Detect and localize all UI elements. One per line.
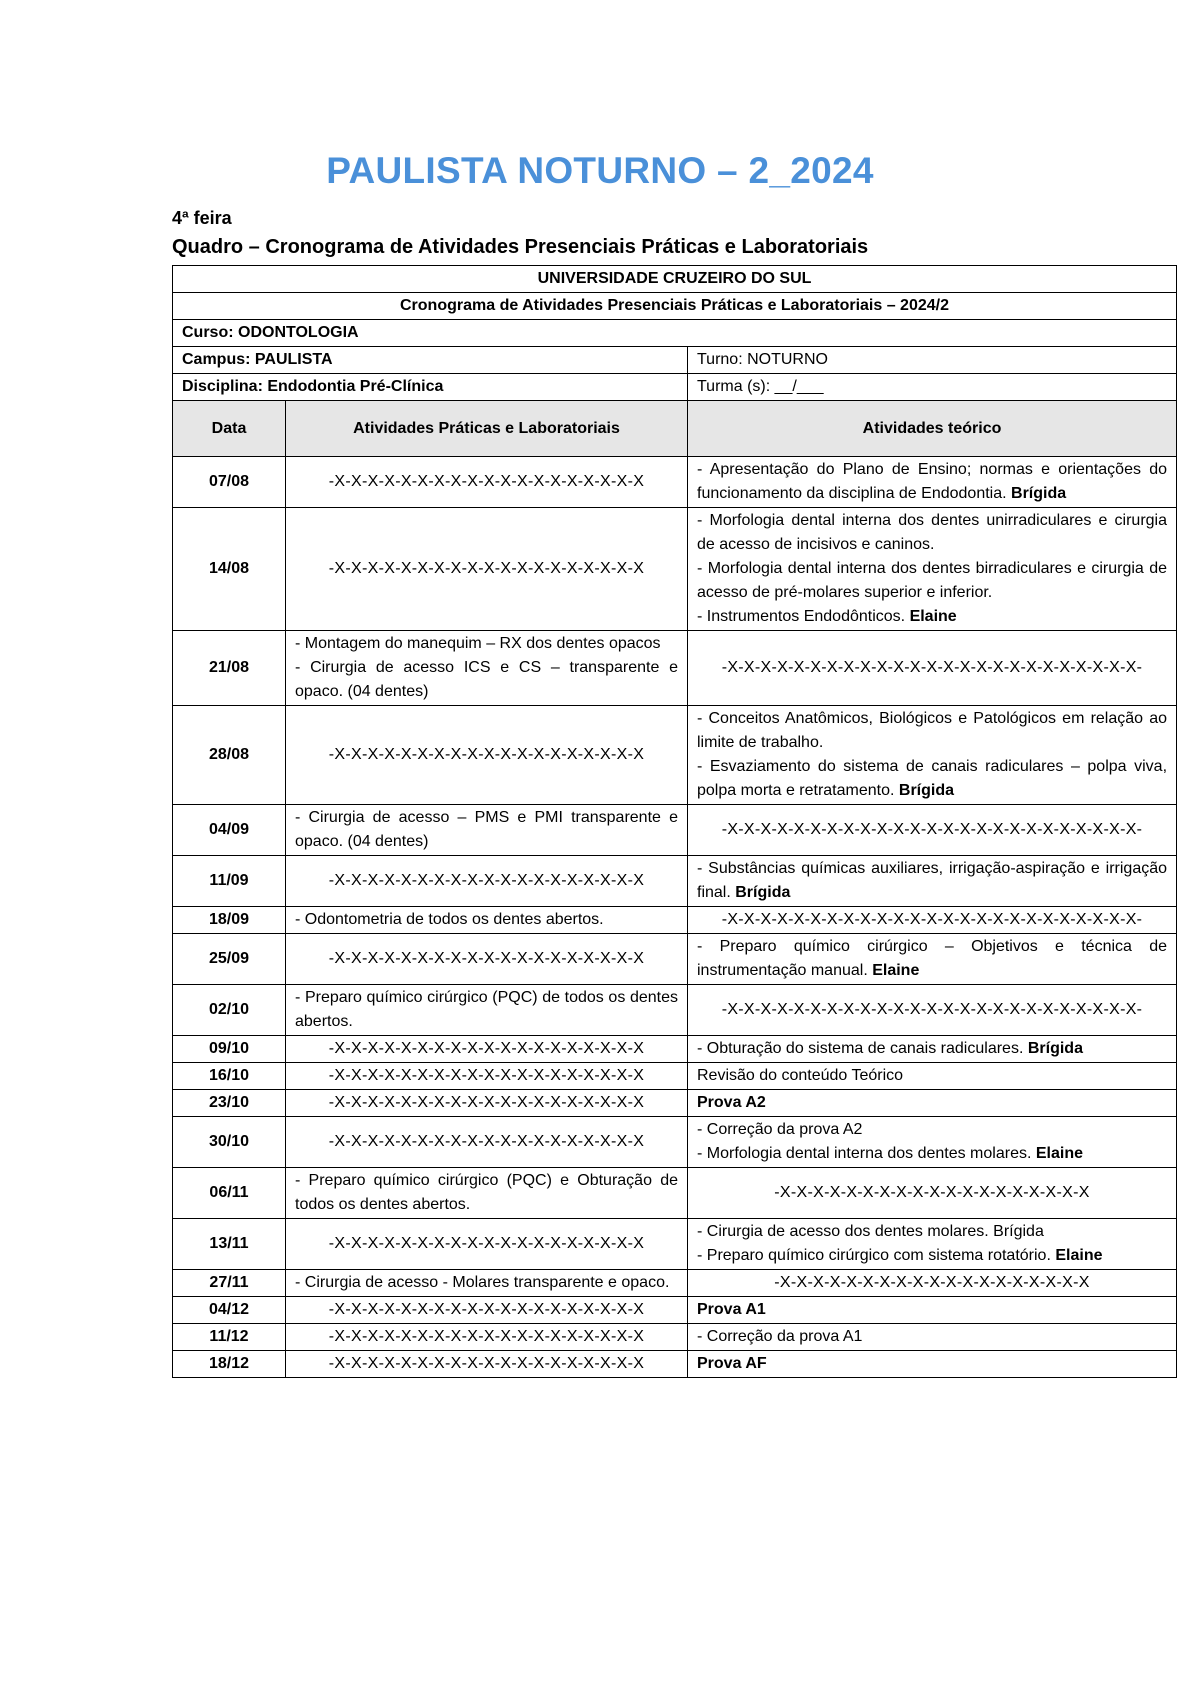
row-pratica xyxy=(286,907,688,934)
pratica-line: -X-X-X-X-X-X-X-X-X-X-X-X-X-X-X-X-X-X-X xyxy=(328,1133,645,1150)
row-pratica xyxy=(286,706,688,805)
row-teorico xyxy=(688,907,1177,934)
row-teorico xyxy=(688,1351,1177,1378)
instructor-name: Elaine xyxy=(1035,1145,1083,1162)
table-row xyxy=(173,856,1177,907)
pratica-line: -X-X-X-X-X-X-X-X-X-X-X-X-X-X-X-X-X-X-X xyxy=(328,473,645,490)
teorico-line: -X-X-X-X-X-X-X-X-X-X-X-X-X-X-X-X-X-X-X-X-X-X-X-X-X- xyxy=(721,1001,1143,1018)
teorico-line: - Conceitos Anatômicos, Biológicos e Patológicos em relação ao limite de trabalho. xyxy=(697,710,1168,751)
pratica-line: -X-X-X-X-X-X-X-X-X-X-X-X-X-X-X-X-X-X-X xyxy=(328,1067,645,1084)
curso-row xyxy=(173,320,1177,347)
pratica-line: - Montagem do manequim – RX dos dentes opacos xyxy=(295,635,661,652)
table-row xyxy=(173,1219,1177,1270)
teorico-line: - Instrumentos Endodônticos. xyxy=(697,608,906,625)
row-pratica xyxy=(286,457,688,508)
row-date: 27/11 xyxy=(173,1270,286,1297)
teorico-line: - Preparo químico cirúrgico – Objetivos e técnica de instrumentação manual. xyxy=(697,938,1168,979)
pratica-line: - Odontometria de todos os dentes abertos. xyxy=(295,911,604,928)
teorico-line: - Obturação do sistema de canais radiculares. xyxy=(697,1040,1024,1057)
row-teorico xyxy=(688,1090,1177,1117)
pratica-line: -X-X-X-X-X-X-X-X-X-X-X-X-X-X-X-X-X-X-X xyxy=(328,1328,645,1345)
subtitle-row xyxy=(173,293,1177,320)
instructor-name: Brígida xyxy=(1027,1040,1083,1057)
header-praticas: Atividades Práticas e Laboratoriais xyxy=(286,401,688,457)
pratica-line: - Preparo químico cirúrgico (PQC) e Obturação de todos os dentes abertos. xyxy=(295,1172,678,1213)
table-row xyxy=(173,1351,1177,1378)
table-row xyxy=(173,1270,1177,1297)
row-teorico xyxy=(688,1270,1177,1297)
row-teorico xyxy=(688,1219,1177,1270)
table-row xyxy=(173,1090,1177,1117)
disciplina-field: Disciplina: Endodontia Pré-Clínica xyxy=(173,374,688,401)
instructor-name: Brígida xyxy=(735,884,791,901)
row-teorico xyxy=(688,1324,1177,1351)
row-teorico xyxy=(688,1168,1177,1219)
table-row xyxy=(173,985,1177,1036)
row-pratica xyxy=(286,1090,688,1117)
curso-field: Curso: ODONTOLOGIA xyxy=(173,320,1177,347)
row-date: 04/09 xyxy=(173,805,286,856)
instructor-name: Prova A1 xyxy=(697,1301,766,1318)
table-row xyxy=(173,508,1177,631)
teorico-line: -X-X-X-X-X-X-X-X-X-X-X-X-X-X-X-X-X-X-X xyxy=(774,1274,1090,1291)
row-date: 06/11 xyxy=(173,1168,286,1219)
schedule-table xyxy=(172,265,1177,1378)
row-pratica xyxy=(286,856,688,907)
row-teorico xyxy=(688,1036,1177,1063)
weekday-label: 4ª feira xyxy=(172,208,232,228)
row-teorico xyxy=(688,1117,1177,1168)
instructor-name: Prova AF xyxy=(697,1355,767,1372)
row-pratica xyxy=(286,934,688,985)
teorico-line: - Cirurgia de acesso dos dentes molares. Brígida xyxy=(697,1223,1044,1240)
instructor-name: Elaine xyxy=(909,608,957,625)
table-row xyxy=(173,1297,1177,1324)
table-row xyxy=(173,457,1177,508)
row-teorico xyxy=(688,1063,1177,1090)
row-pratica xyxy=(286,1036,688,1063)
teorico-line: - Preparo químico cirúrgico com sistema rotatório. xyxy=(697,1247,1051,1264)
schedule-subtitle: Cronograma de Atividades Presenciais Práticas e Laboratoriais – 2024/2 xyxy=(173,293,1177,320)
row-date: 25/09 xyxy=(173,934,286,985)
row-date: 09/10 xyxy=(173,1036,286,1063)
campus-row xyxy=(173,347,1177,374)
turma-field: Turma (s): __/___ xyxy=(688,374,1177,401)
row-pratica xyxy=(286,631,688,706)
row-pratica xyxy=(286,1168,688,1219)
pratica-line: -X-X-X-X-X-X-X-X-X-X-X-X-X-X-X-X-X-X-X xyxy=(328,1094,645,1111)
teorico-line: - Morfologia dental interna dos dentes molares. xyxy=(697,1145,1032,1162)
table-row xyxy=(173,934,1177,985)
turno-field: Turno: NOTURNO xyxy=(688,347,1177,374)
row-date: 18/12 xyxy=(173,1351,286,1378)
column-header-row xyxy=(173,401,1177,457)
pratica-line: -X-X-X-X-X-X-X-X-X-X-X-X-X-X-X-X-X-X-X xyxy=(328,1301,645,1318)
row-pratica xyxy=(286,1324,688,1351)
pratica-line: -X-X-X-X-X-X-X-X-X-X-X-X-X-X-X-X-X-X-X xyxy=(328,872,645,889)
instructor-name: Brígida xyxy=(898,782,955,799)
table-row xyxy=(173,1036,1177,1063)
table-row xyxy=(173,1324,1177,1351)
teorico-line: -X-X-X-X-X-X-X-X-X-X-X-X-X-X-X-X-X-X-X-X-X-X-X-X-X- xyxy=(721,821,1143,838)
table-row xyxy=(173,706,1177,805)
row-date: 07/08 xyxy=(173,457,286,508)
pratica-line: -X-X-X-X-X-X-X-X-X-X-X-X-X-X-X-X-X-X-X xyxy=(328,1040,645,1057)
row-pratica xyxy=(286,1219,688,1270)
row-teorico xyxy=(688,934,1177,985)
teorico-line: - Substâncias químicas auxiliares, irrigação-aspiração e irrigação final. xyxy=(697,860,1168,901)
table-row xyxy=(173,1117,1177,1168)
row-teorico xyxy=(688,985,1177,1036)
row-date: 14/08 xyxy=(173,508,286,631)
pratica-line: -X-X-X-X-X-X-X-X-X-X-X-X-X-X-X-X-X-X-X xyxy=(328,1235,645,1252)
row-date: 21/08 xyxy=(173,631,286,706)
teorico-line: - Correção da prova A1 xyxy=(697,1328,863,1345)
row-date: 23/10 xyxy=(173,1090,286,1117)
table-row xyxy=(173,1063,1177,1090)
teorico-line: Revisão do conteúdo Teórico xyxy=(697,1067,904,1084)
instructor-name: Elaine xyxy=(872,962,920,979)
instructor-name: Brígida xyxy=(1011,485,1067,502)
page-title: PAULISTA NOTURNO – 2_2024 xyxy=(326,150,874,191)
table-caption: Quadro – Cronograma de Atividades Presenciais Práticas e Laboratoriais xyxy=(172,236,869,258)
campus-field: Campus: PAULISTA xyxy=(173,347,688,374)
pratica-line: -X-X-X-X-X-X-X-X-X-X-X-X-X-X-X-X-X-X-X xyxy=(328,746,645,763)
row-date: 16/10 xyxy=(173,1063,286,1090)
table-row xyxy=(173,631,1177,706)
row-pratica xyxy=(286,1270,688,1297)
row-date: 28/08 xyxy=(173,706,286,805)
row-teorico xyxy=(688,706,1177,805)
pratica-line: -X-X-X-X-X-X-X-X-X-X-X-X-X-X-X-X-X-X-X xyxy=(328,950,645,967)
teorico-line: -X-X-X-X-X-X-X-X-X-X-X-X-X-X-X-X-X-X-X-X-X-X-X-X-X- xyxy=(721,911,1143,928)
instructor-name: Prova A2 xyxy=(697,1094,766,1111)
university-name: UNIVERSIDADE CRUZEIRO DO SUL xyxy=(173,266,1177,293)
table-row xyxy=(173,805,1177,856)
header-teorico: Atividades teórico xyxy=(688,401,1177,457)
row-pratica xyxy=(286,1297,688,1324)
row-pratica xyxy=(286,1063,688,1090)
teorico-line: -X-X-X-X-X-X-X-X-X-X-X-X-X-X-X-X-X-X-X-X-X-X-X-X-X- xyxy=(721,659,1143,676)
pratica-line: - Cirurgia de acesso – PMS e PMI transparente e opaco. (04 dentes) xyxy=(295,809,678,850)
table-row xyxy=(173,1168,1177,1219)
row-date: 11/12 xyxy=(173,1324,286,1351)
row-pratica xyxy=(286,805,688,856)
row-pratica xyxy=(286,1117,688,1168)
teorico-line: - Morfologia dental interna dos dentes unirradiculares e cirurgia de acesso de incisivos e caninos. xyxy=(697,512,1168,553)
disciplina-row xyxy=(173,374,1177,401)
pratica-line: -X-X-X-X-X-X-X-X-X-X-X-X-X-X-X-X-X-X-X xyxy=(328,1355,645,1372)
pratica-line: -X-X-X-X-X-X-X-X-X-X-X-X-X-X-X-X-X-X-X xyxy=(328,560,645,577)
row-teorico xyxy=(688,856,1177,907)
row-pratica xyxy=(286,508,688,631)
header-data: Data xyxy=(173,401,286,457)
instructor-name: Elaine xyxy=(1055,1247,1103,1264)
teorico-line: - Esvaziamento do sistema de canais radiculares – polpa viva, polpa morta e retratamento. xyxy=(697,758,1168,799)
row-date: 11/09 xyxy=(173,856,286,907)
row-date: 18/09 xyxy=(173,907,286,934)
row-teorico xyxy=(688,1297,1177,1324)
pratica-line: - Preparo químico cirúrgico (PQC) de todos os dentes abertos. xyxy=(295,989,678,1030)
row-teorico xyxy=(688,631,1177,706)
row-pratica xyxy=(286,1351,688,1378)
row-date: 04/12 xyxy=(173,1297,286,1324)
row-date: 13/11 xyxy=(173,1219,286,1270)
table-row xyxy=(173,907,1177,934)
row-teorico xyxy=(688,508,1177,631)
teorico-line: -X-X-X-X-X-X-X-X-X-X-X-X-X-X-X-X-X-X-X xyxy=(774,1184,1090,1201)
row-date: 02/10 xyxy=(173,985,286,1036)
row-teorico xyxy=(688,457,1177,508)
row-date: 30/10 xyxy=(173,1117,286,1168)
pratica-line: - Cirurgia de acesso ICS e CS – transparente e opaco. (04 dentes) xyxy=(295,659,678,700)
pratica-line: - Cirurgia de acesso - Molares transparente e opaco. xyxy=(295,1274,670,1291)
row-pratica xyxy=(286,985,688,1036)
teorico-line: - Correção da prova A2 xyxy=(697,1121,863,1138)
row-teorico xyxy=(688,805,1177,856)
teorico-line: - Apresentação do Plano de Ensino; normas e orientações do funcionamento da disciplina de Endodontia. xyxy=(697,461,1168,502)
university-row xyxy=(173,266,1177,293)
teorico-line: - Morfologia dental interna dos dentes birradiculares e cirurgia de acesso de pré-molares superior e inferior. xyxy=(697,560,1168,601)
